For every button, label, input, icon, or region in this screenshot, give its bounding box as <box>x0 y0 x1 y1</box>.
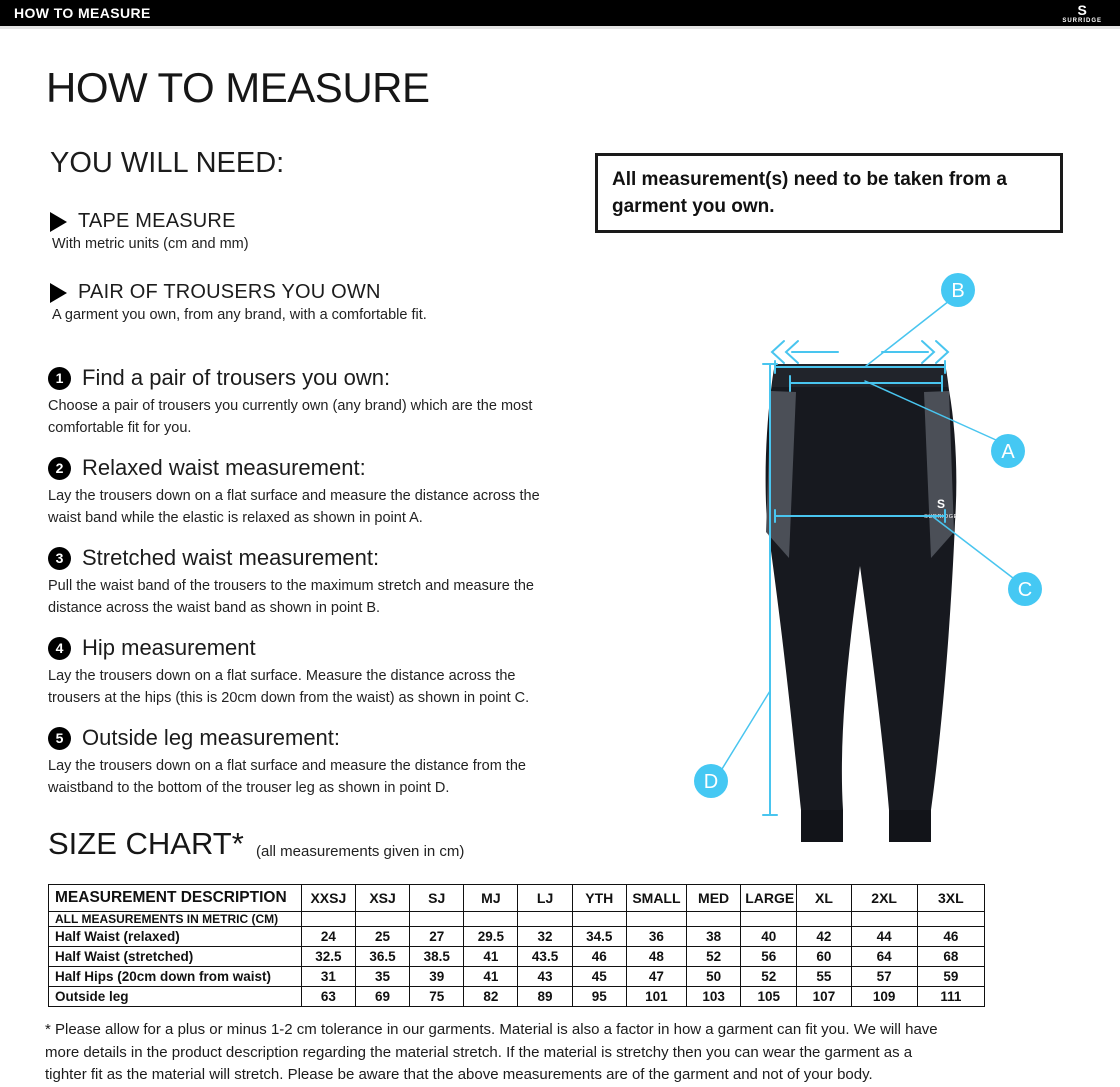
cuff-left <box>801 810 843 842</box>
triangle-bullet-icon <box>50 283 67 303</box>
empty-cell <box>687 912 741 927</box>
size-table-row <box>49 927 985 947</box>
measurement-value-cell: 56 <box>741 947 797 967</box>
step-number-badge: 3 <box>48 547 71 570</box>
step-title: Outside leg measurement: <box>82 725 341 750</box>
size-column-header: XXSJ <box>301 885 355 912</box>
measurement-value-cell: 101 <box>626 987 686 1007</box>
empty-cell <box>741 912 797 927</box>
size-chart-heading: SIZE CHART* <box>48 826 244 861</box>
measurement-value-cell: 107 <box>797 987 851 1007</box>
garment-logo-s-icon: S <box>936 497 946 511</box>
step-body: Lay the trousers down on a flat surface and measure the distance from the waistband to the bottom of the trouser leg as shown in point D. <box>48 758 526 796</box>
measurement-value-cell: 111 <box>917 987 984 1007</box>
measurement-value-cell: 59 <box>917 967 984 987</box>
marker-label-c: C <box>1017 579 1033 601</box>
measurement-value-cell: 44 <box>851 927 917 947</box>
measurement-value-cell: 46 <box>572 947 626 967</box>
size-column-header: XSJ <box>355 885 409 912</box>
metric-note-row <box>49 912 985 927</box>
measurement-value-cell: 57 <box>851 967 917 987</box>
need-item-trousers <box>50 281 427 323</box>
you-will-need-heading: YOU WILL NEED: <box>50 147 285 179</box>
size-column-header: 2XL <box>851 885 917 912</box>
empty-cell <box>518 912 572 927</box>
size-chart-subheading: (all measurements given in cm) <box>256 843 465 860</box>
step-title: Relaxed waist measurement: <box>82 455 366 480</box>
step-body: Lay the trousers down on a flat surface and measure the distance across the waist band while the elastic is relaxed as shown in point A. <box>48 488 540 526</box>
step-body: Choose a pair of trousers you currently own (any brand) which are the most comfortable fit for you. <box>48 398 533 436</box>
measurement-value-cell: 42 <box>797 927 851 947</box>
measurement-value-cell: 105 <box>741 987 797 1007</box>
measurement-value-cell: 109 <box>851 987 917 1007</box>
trousers-measurement-diagram <box>660 250 1100 870</box>
size-column-header: LJ <box>518 885 572 912</box>
footnote-line: * Please allow for a plus or minus 1-2 cm tolerance in our garments. Material is also a factor in how a garment can fit you. We will have <box>45 1021 938 1038</box>
size-column-header: LARGE <box>741 885 797 912</box>
measurement-value-cell: 75 <box>410 987 464 1007</box>
need-item-label: TAPE MEASURE <box>78 210 236 232</box>
empty-cell <box>355 912 409 927</box>
measurement-description-cell: Half Waist (stretched) <box>49 947 302 967</box>
step-number-badge: 5 <box>48 727 71 750</box>
measurement-value-cell: 52 <box>741 967 797 987</box>
step-number-badge: 4 <box>48 637 71 660</box>
measurement-value-cell: 103 <box>687 987 741 1007</box>
surridge-s-icon: S <box>1077 1 1087 18</box>
description-column-header: MEASUREMENT DESCRIPTION <box>49 885 302 912</box>
measurement-value-cell: 64 <box>851 947 917 967</box>
measurement-value-cell: 69 <box>355 987 409 1007</box>
footnote <box>45 1019 938 1087</box>
measurement-value-cell: 48 <box>626 947 686 967</box>
size-table-row <box>49 987 985 1007</box>
surridge-logo <box>1062 3 1102 24</box>
need-item-label: PAIR OF TROUSERS YOU OWN <box>78 281 381 303</box>
size-chart-table <box>48 884 985 1007</box>
measurement-value-cell: 31 <box>301 967 355 987</box>
garment-logo-text: SURRIDGE <box>924 514 958 520</box>
measurement-value-cell: 43 <box>518 967 572 987</box>
marker-label-d: D <box>703 771 719 793</box>
measurement-value-cell: 43.5 <box>518 947 572 967</box>
stretch-arrow-right-icon <box>882 341 948 363</box>
measurement-value-cell: 38.5 <box>410 947 464 967</box>
empty-cell <box>851 912 917 927</box>
step-1 <box>48 365 578 440</box>
size-column-header: SMALL <box>626 885 686 912</box>
measurement-value-cell: 40 <box>741 927 797 947</box>
pointer-line-d <box>722 691 770 769</box>
pointer-line-b <box>866 301 949 366</box>
surridge-logo-text: SURRIDGE <box>1062 17 1102 24</box>
step-number-badge: 1 <box>48 367 71 390</box>
need-item-description: With metric units (cm and mm) <box>52 236 249 252</box>
measurement-description-cell: Outside leg <box>49 987 302 1007</box>
measurement-value-cell: 55 <box>797 967 851 987</box>
size-table-header-row <box>49 885 985 912</box>
measurement-value-cell: 32 <box>518 927 572 947</box>
measurement-value-cell: 36 <box>626 927 686 947</box>
measurement-value-cell: 95 <box>572 987 626 1007</box>
measurement-value-cell: 46 <box>917 927 984 947</box>
metric-note-cell: ALL MEASUREMENTS IN METRIC (CM) <box>49 912 302 927</box>
measurement-value-cell: 68 <box>917 947 984 967</box>
top-bar <box>0 0 1120 29</box>
size-column-header: 3XL <box>917 885 984 912</box>
measurement-value-cell: 32.5 <box>301 947 355 967</box>
measurement-description-cell: Half Waist (relaxed) <box>49 927 302 947</box>
size-column-header: YTH <box>572 885 626 912</box>
size-column-header: XL <box>797 885 851 912</box>
top-bar-title: HOW TO MEASURE <box>14 5 151 21</box>
measurement-value-cell: 36.5 <box>355 947 409 967</box>
need-item-description: A garment you own, from any brand, with a comfortable fit. <box>52 307 427 323</box>
measurement-note-box: All measurement(s) need to be taken from a garment you own. <box>595 153 1063 233</box>
measurement-value-cell: 27 <box>410 927 464 947</box>
footnote-line: more details in the product description regarding the material stretch. If the material is stretchy then you can wear the garment as a <box>45 1043 913 1061</box>
size-column-header: MJ <box>464 885 518 912</box>
footnote-line: tighter fit as the material will stretch. Please be aware that the above measurements are of the garment and not of your body. <box>45 1066 873 1083</box>
measurement-value-cell: 38 <box>687 927 741 947</box>
triangle-bullet-icon <box>50 212 67 232</box>
step-body: Pull the waist band of the trousers to the maximum stretch and measure the distance across the waist band as shown in point B. <box>48 578 534 616</box>
size-chart-table-wrap <box>48 884 985 1007</box>
empty-cell <box>464 912 518 927</box>
step-5 <box>48 725 578 800</box>
size-column-header: MED <box>687 885 741 912</box>
page-title: HOW TO MEASURE <box>46 64 430 111</box>
measurement-value-cell: 60 <box>797 947 851 967</box>
step-4 <box>48 635 578 710</box>
step-title: Stretched waist measurement: <box>82 545 380 570</box>
measurement-value-cell: 45 <box>572 967 626 987</box>
measurement-value-cell: 41 <box>464 967 518 987</box>
measurement-value-cell: 63 <box>301 987 355 1007</box>
cuff-right <box>889 810 931 842</box>
marker-label-a: A <box>1001 441 1015 463</box>
measurement-value-cell: 34.5 <box>572 927 626 947</box>
step-2 <box>48 455 578 530</box>
size-table-row <box>49 967 985 987</box>
measurement-value-cell: 82 <box>464 987 518 1007</box>
empty-cell <box>626 912 686 927</box>
step-body: Lay the trousers down on a flat surface. Measure the distance across the trousers at the hips (this is 20cm down from the waist) as shown in point C. <box>48 668 530 706</box>
stretch-arrow-left-icon <box>772 341 838 363</box>
step-3 <box>48 545 578 620</box>
empty-cell <box>301 912 355 927</box>
step-title: Hip measurement <box>82 635 256 660</box>
empty-cell <box>572 912 626 927</box>
measurement-value-cell: 25 <box>355 927 409 947</box>
size-table-row <box>49 947 985 967</box>
measurement-value-cell: 24 <box>301 927 355 947</box>
size-column-header: SJ <box>410 885 464 912</box>
measurement-value-cell: 50 <box>687 967 741 987</box>
step-title: Find a pair of trousers you own: <box>82 365 391 390</box>
measurement-value-cell: 52 <box>687 947 741 967</box>
step-number-badge: 2 <box>48 457 71 480</box>
measurement-value-cell: 89 <box>518 987 572 1007</box>
marker-label-b: B <box>951 280 965 302</box>
measurement-value-cell: 29.5 <box>464 927 518 947</box>
measurement-value-cell: 39 <box>410 967 464 987</box>
measurement-value-cell: 47 <box>626 967 686 987</box>
empty-cell <box>410 912 464 927</box>
empty-cell <box>797 912 851 927</box>
measurement-description-cell: Half Hips (20cm down from waist) <box>49 967 302 987</box>
measurement-value-cell: 41 <box>464 947 518 967</box>
need-item-tape-measure <box>50 210 249 252</box>
measurement-value-cell: 35 <box>355 967 409 987</box>
empty-cell <box>917 912 984 927</box>
